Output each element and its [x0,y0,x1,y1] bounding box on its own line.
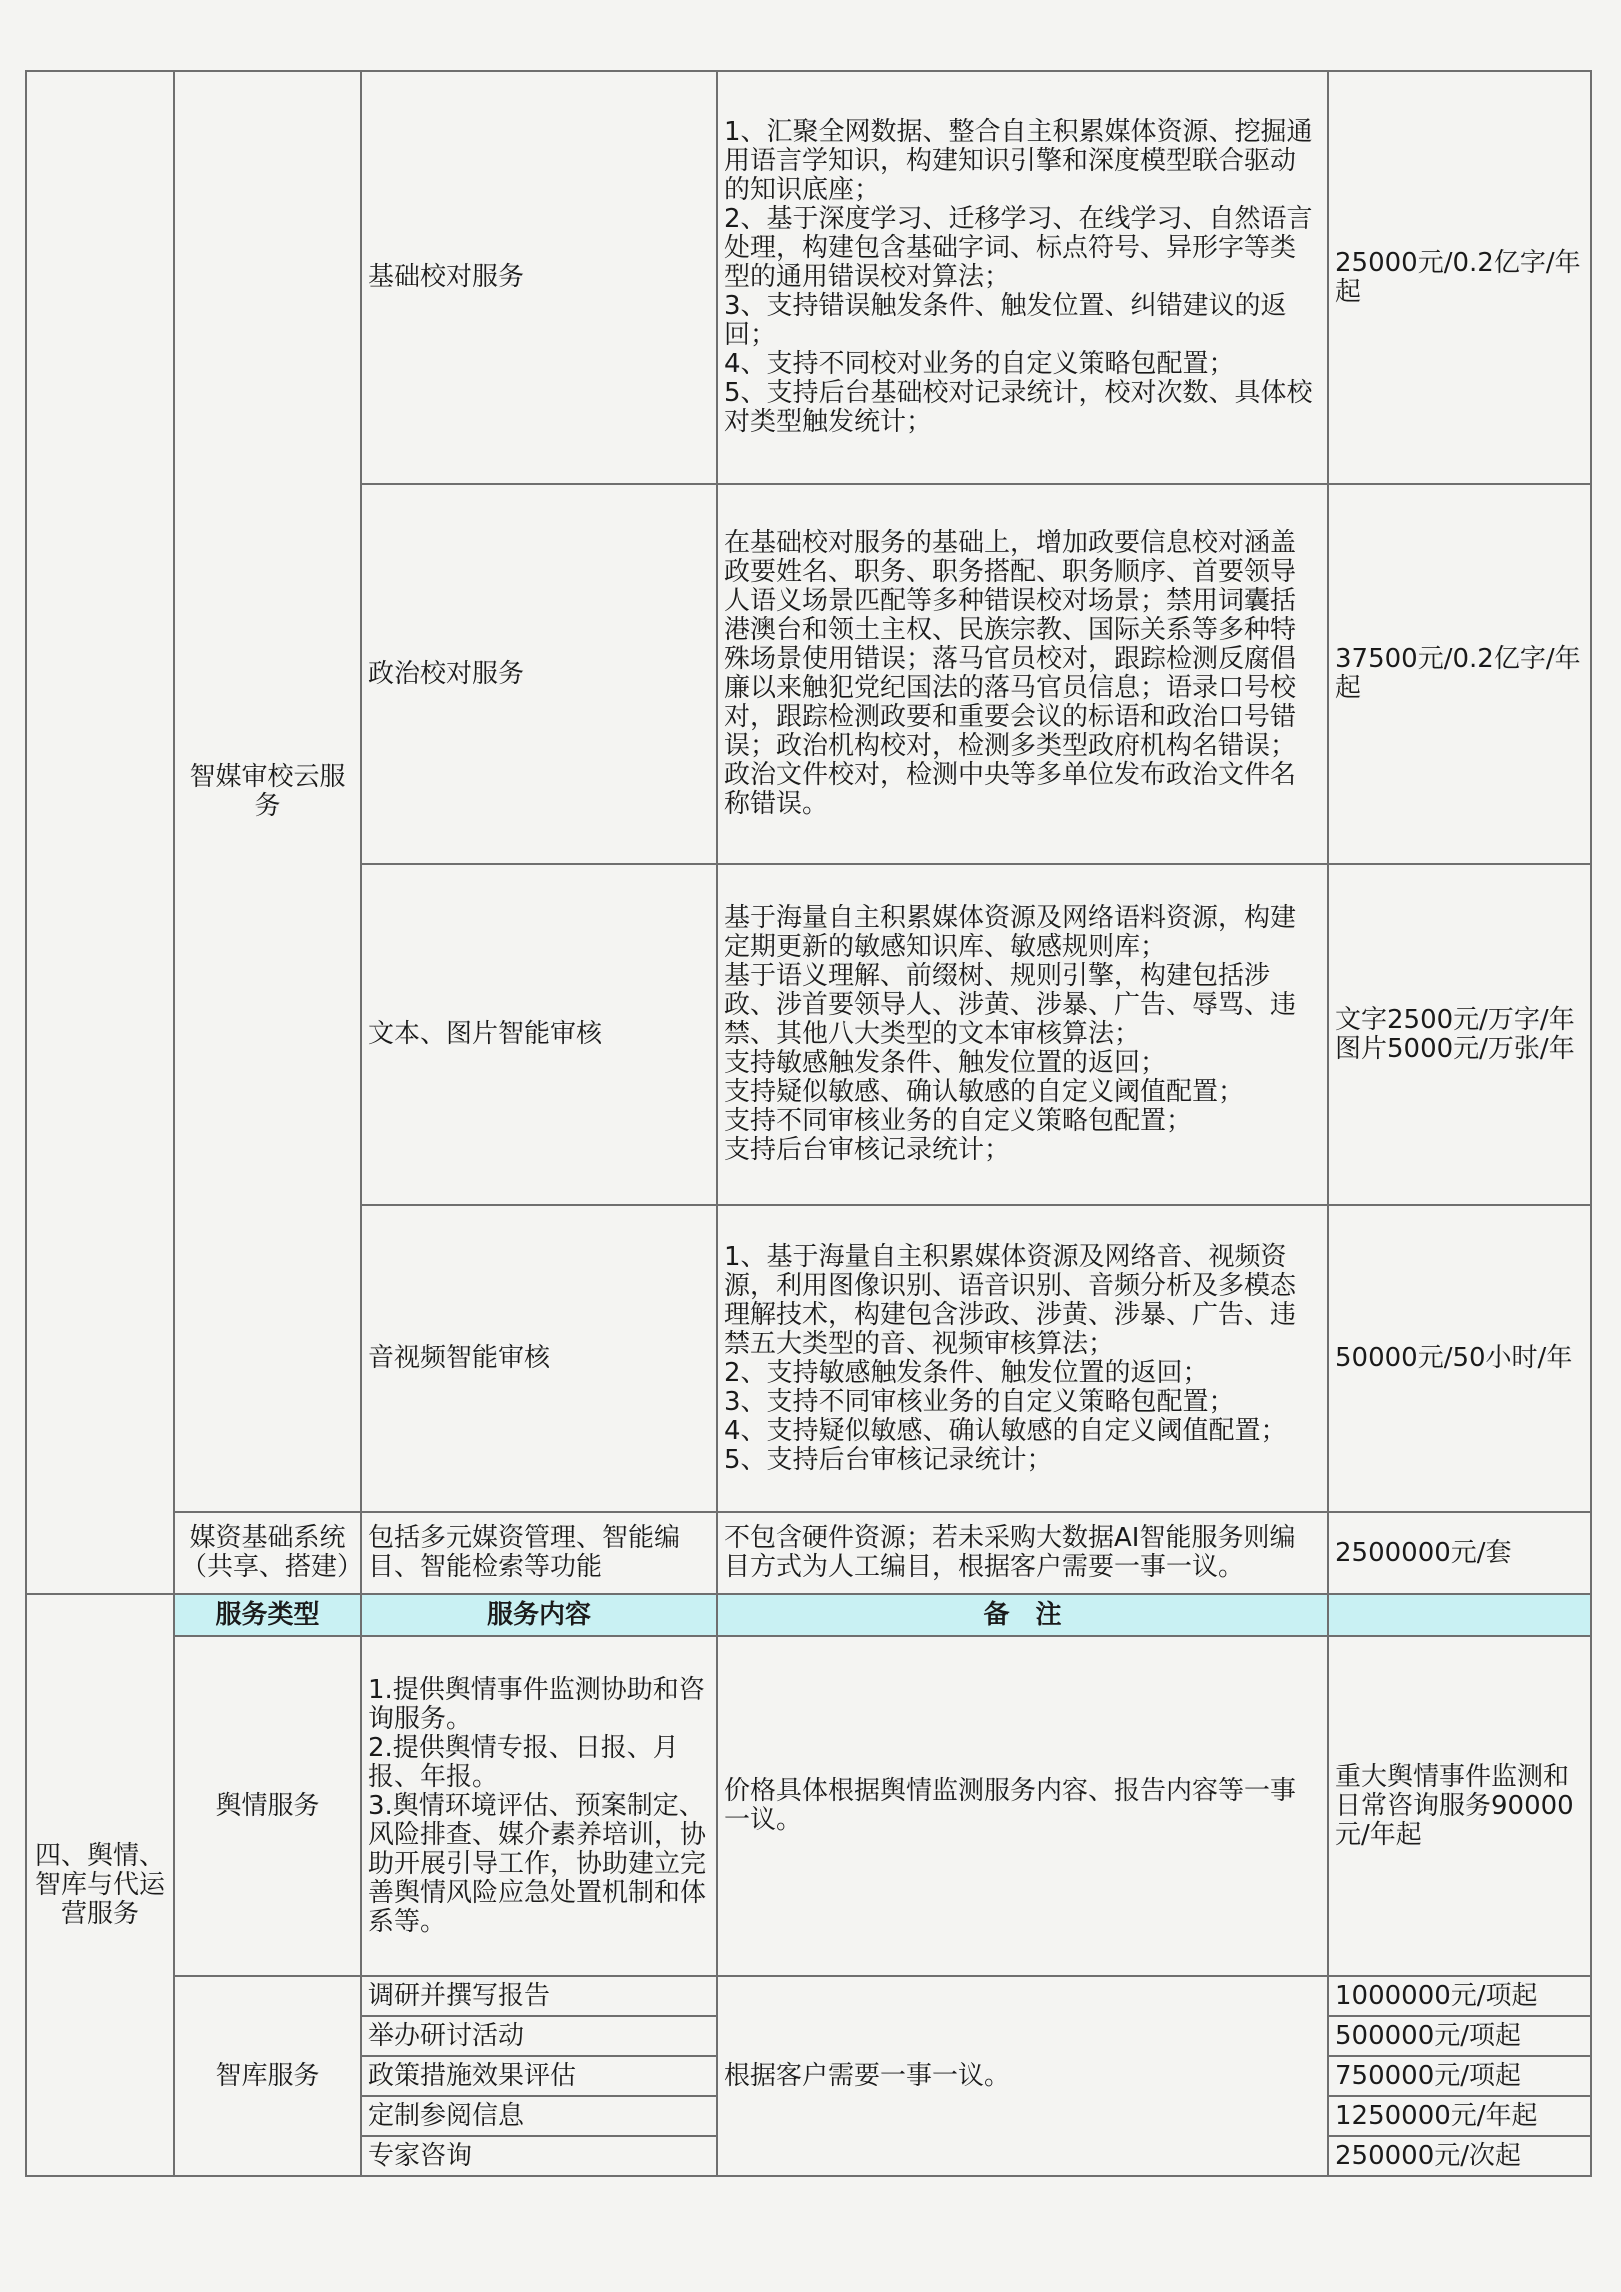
price-cell: 2500000元/套 [1328,1512,1591,1594]
service-name-cell: 政治校对服务 [361,484,717,864]
price-cell: 文字2500元/万字/年 图片5000元/万张/年 [1328,864,1591,1205]
price-cell: 37500元/0.2亿字/年起 [1328,484,1591,864]
service-name-cell: 文本、图片智能审核 [361,864,717,1205]
service-description-cell: 1、汇聚全网数据、整合自主积累媒体资源、挖掘通用语言学知识，构建知识引擎和深度模型联合驱动的知识底座； 2、基于深度学习、迁移学习、在线学习、自然语言处理，构建包含基础字词、标点符号、异形字等类型的通用错误校对算法； 3、支持错误触发条件、触发位置、纠错建议的返回； 4、支持不同校对业务的自定义策略包配置； 5、支持后台基础校对记录统计，校对次数、具体校对类型触发统计； [717,71,1328,484]
price-cell: 50000元/50小时/年 [1328,1205,1591,1512]
category-cell: 四、舆情、智库与代运营服务 [26,1594,174,2176]
header-price [1328,1594,1591,1636]
table-row [26,1636,1591,1976]
price-cell: 1000000元/项起 [1328,1976,1591,2016]
price-cell: 750000元/项起 [1328,2056,1591,2096]
category-cell [26,71,174,1594]
price-cell: 重大舆情事件监测和日常咨询服务90000元/年起 [1328,1636,1591,1976]
remark-cell: 价格具体根据舆情监测服务内容、报告内容等一事一议。 [717,1636,1328,1976]
service-content-cell: 举办研讨活动 [361,2016,717,2056]
service-name-cell: 基础校对服务 [361,71,717,484]
service-description-cell: 基于海量自主积累媒体资源及网络语料资源，构建定期更新的敏感知识库、敏感规则库； 基于语义理解、前缀树、规则引擎，构建包括涉政、涉首要领导人、涉黄、涉暴、广告、辱骂、违禁、其他八大类型的文本审核算法； 支持敏感触发条件、触发位置的返回； 支持疑似敏感、确认敏感的自定义阈值配置； 支持不同审核业务的自定义策略包配置； 支持后台审核记录统计； [717,864,1328,1205]
service-content-cell: 政策措施效果评估 [361,2056,717,2096]
price-cell: 25000元/0.2亿字/年起 [1328,71,1591,484]
service-name-cell: 音视频智能审核 [361,1205,717,1512]
service-content-cell: 调研并撰写报告 [361,1976,717,2016]
service-description-cell: 在基础校对服务的基础上，增加政要信息校对涵盖政要姓名、职务、职务搭配、职务顺序、首要领导人语义场景匹配等多种错误校对场景；禁用词囊括港澳台和领土主权、民族宗教、国际关系等多种特殊场景使用错误；落马官员校对，跟踪检测反腐倡廉以来触犯党纪国法的落马官员信息；语录口号校对，跟踪检测政要和重要会议的标语和政治口号错误；政治机构校对，检测多类型政府机构名错误；政治文件校对，检测中央等多单位发布政治文件名称错误。 [717,484,1328,864]
service-content-cell: 1.提供舆情事件监测协助和咨询服务。 2.提供舆情专报、日报、月报、年报。 3.舆情环境评估、预案制定、风险排查、媒介素养培训，协助开展引导工作，协助建立完善舆情风险应急处置机制和体系等。 [361,1636,717,1976]
service-price-table [25,70,1592,2177]
table-header-row [26,1594,1591,1636]
header-service-content: 服务内容 [361,1594,717,1636]
header-service-type: 服务类型 [174,1594,361,1636]
price-cell: 250000元/次起 [1328,2136,1591,2176]
service-type-cell: 舆情服务 [174,1636,361,1976]
service-type-cell: 智媒审校云服务 [174,71,361,1512]
table-row [26,1512,1591,1594]
service-type-cell: 智库服务 [174,1976,361,2176]
header-remark: 备 注 [717,1594,1328,1636]
service-content-cell: 专家咨询 [361,2136,717,2176]
price-cell: 500000元/项起 [1328,2016,1591,2056]
remark-cell: 根据客户需要一事一议。 [717,1976,1328,2176]
service-content-cell: 包括多元媒资管理、智能编目、智能检索等功能 [361,1512,717,1594]
service-type-cell: 媒资基础系统（共享、搭建） [174,1512,361,1594]
service-description-cell: 1、基于海量自主积累媒体资源及网络音、视频资源，利用图像识别、语音识别、音频分析及多模态理解技术，构建包含涉政、涉黄、涉暴、广告、违禁五大类型的音、视频审核算法； 2、支持敏感触发条件、触发位置的返回； 3、支持不同审核业务的自定义策略包配置； 4、支持疑似敏感、确认敏感的自定义阈值配置； 5、支持后台审核记录统计； [717,1205,1328,1512]
table-row [26,1976,1591,2016]
table-row [26,71,1591,484]
price-cell: 1250000元/年起 [1328,2096,1591,2136]
service-content-cell: 定制参阅信息 [361,2096,717,2136]
remark-cell: 不包含硬件资源；若未采购大数据AI智能服务则编目方式为人工编目，根据客户需要一事一议。 [717,1512,1328,1594]
